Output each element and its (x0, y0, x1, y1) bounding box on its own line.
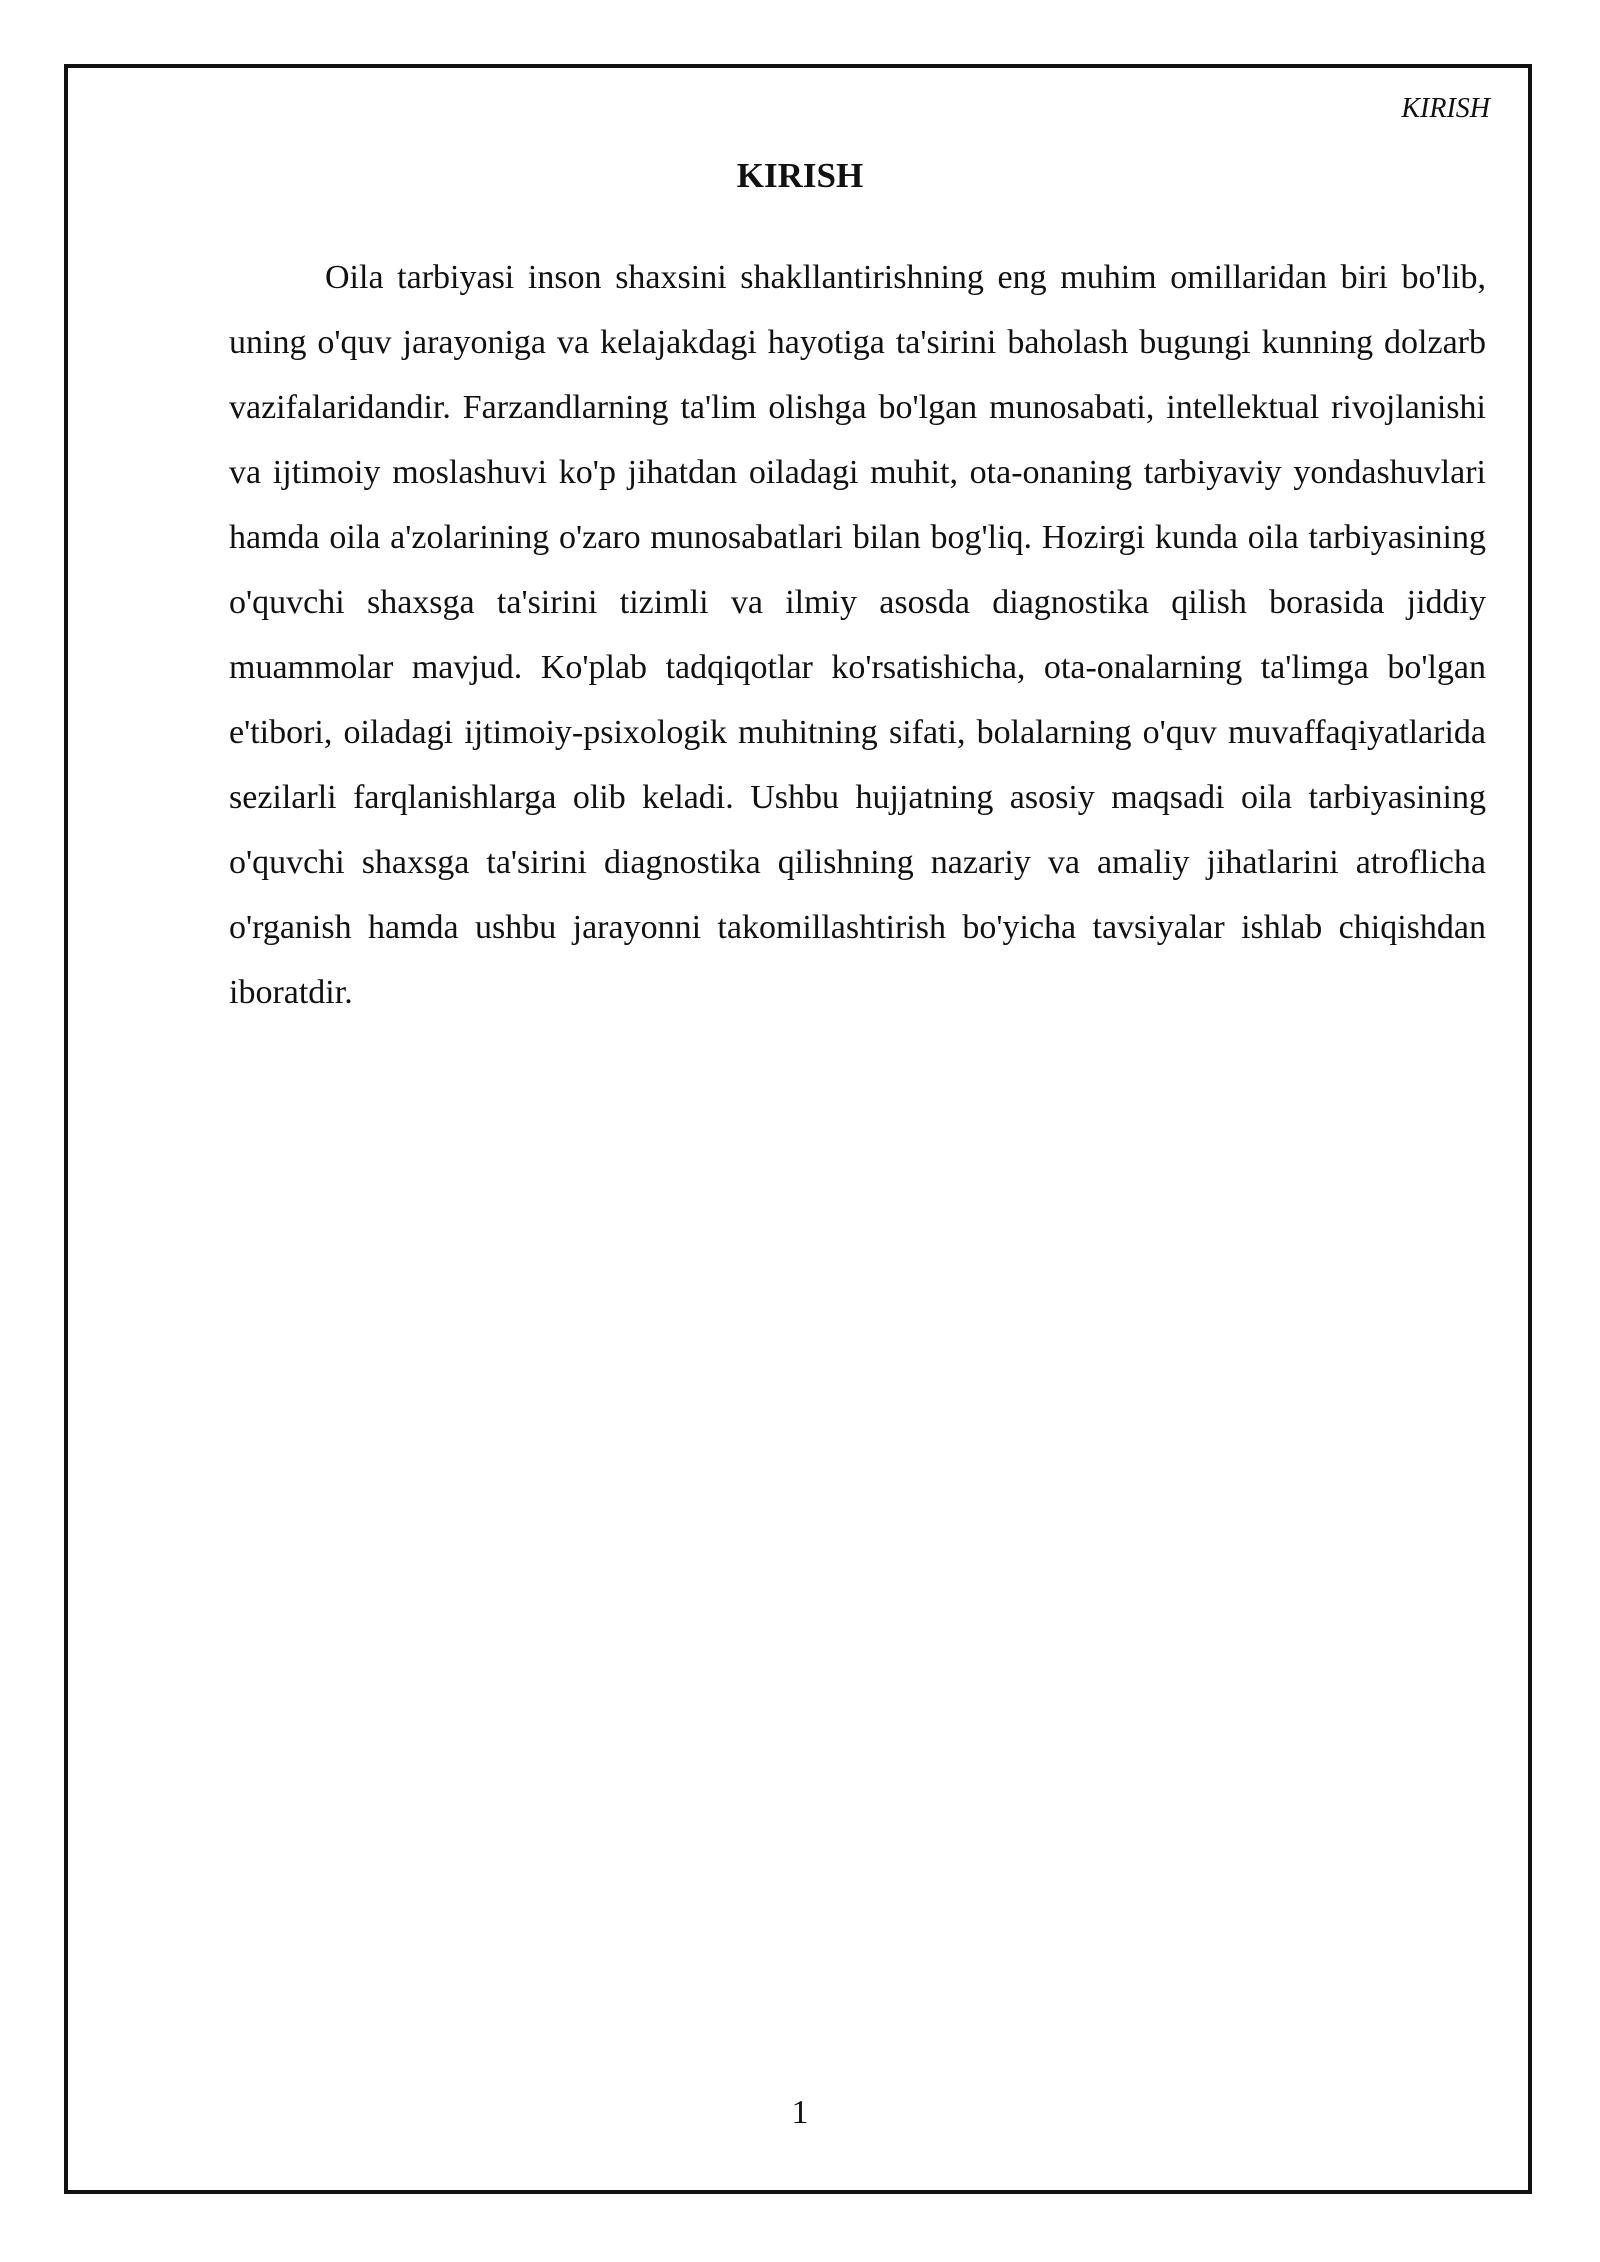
page-number: 1 (791, 2094, 809, 2131)
section-heading: KIRISH (736, 156, 864, 195)
running-header: KIRISH (1401, 93, 1490, 124)
body-paragraph: Oila tarbiyasi inson shaxsini shakllantirishning eng muhim omillaridan biri bo'lib, uning o'quv jarayoniga va kelajakdagi hayotiga ta'sirini baholash bugungi kunning dolzarb vazifalaridandir. Farzandlarning ta'lim olishga bo'lgan munosabati, intellektual rivojlanishi va ijtimoiy moslashuvi ko'p jihatdan oiladagi muhit, ota-onaning tarbiyaviy yondashuvlari hamda oila a'zolarining o'zaro munosabatlari bilan bog'liq. Hozirgi kunda oila tarbiyasining o'quvchi shaxsga ta'sirini tizimli va ilmiy asosda diagnostika qilish borasida jiddiy muammolar mavjud. Ko'plab tadqiqotlar ko'rsatishicha, ota-onalarning ta'limga bo'lgan e'tibori, oiladagi ijtimoiy-psixologik muhitning sifati, bolalarning o'quv muvaffaqiyatlarida sezilarli farqlanishlarga olib keladi. Ushbu hujjatning asosiy maqsadi oila tarbiyasining o'quvchi shaxsga ta'sirini diagnostika qilishning nazariy va amaliy jihatlarini atroflicha o'rganish hamda ushbu jarayonni takomillashtirish bo'yicha tavsiyalar ishlab chiqishdan iboratdir. (229, 259, 1486, 1011)
